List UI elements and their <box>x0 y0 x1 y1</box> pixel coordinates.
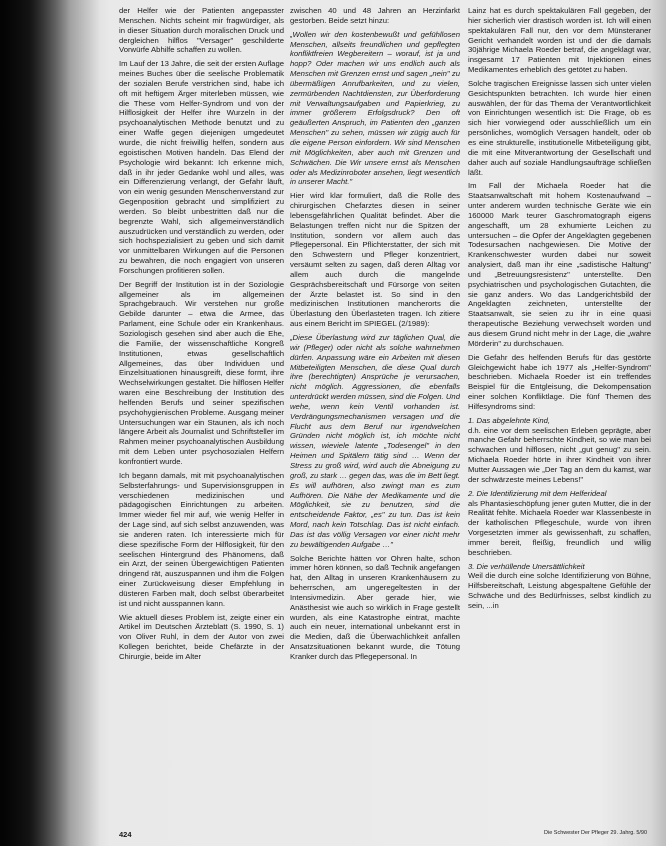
paragraph: Ich begann damals, mit mit psychoanalytischen Selbsterfahrungs- und Supervisionsgruppen in verschiedenen medizinischen und pädagogischen Einrichtungen zu arbeiten. Immer wieder fiel mir auf, wie wenig Helfer in der Lage sind, auf sich selbst anzuwenden, was sie anderen raten. Ich interessierte mich für diese spezifische Form der Hilflosigkeit, für den seelischen Hintergrund des Phänomens, daß ein Arzt, der seinen Übergewichtigen Patienten dringend rät, auszuspannen und ihm die Folgen einer Zurückweisung dieser Empfehlung in düsteren Farben malt, doch selbst überarbeitet ist und nicht ausspannen kann. <box>119 470 284 608</box>
list-item-heading: 2. Die Identifizierung mit dem Helferideal <box>468 488 607 498</box>
list-item <box>468 489 651 558</box>
text-column-middle <box>290 6 460 812</box>
paragraph: Solche Berichte hätten vor Ohren halte, schon immer hören können, so daß Technik angefangen hat, den Alltag in unseren Krankenhäusern zu beherrschen, am ungeregeltesten in der Intensivmedizin. Aber gerade hier, wie Anästhesist wie auch so wirklich in Frage gestellt wurden, als eine Katastrophe eintrat, machte auch ein neuer, international unbekannt erst in die Medien, daß die Überwachlichkeit anfallen Ansatzsituationen bekannt wurde, die Tötung Kranker durch das Pflegepersonal. In <box>290 553 460 661</box>
paragraph: Im Fall der Michaela Roeder hat die Staatsanwaltschaft mit hohem Kostenaufwand – unter anderem wurden technische Geräte wie ein 160000 Mark teurer Gaschromatograph eigens angeschafft, um 28 exhumierte Leichen zu untersuchen – die Opfer der Angeklagten gegebenen Todesursachen nachgewiesen. Die Motive der Krankenschwester wurden dabei nur soweit analysiert, daß man ihr eine „sadistische Haltung" und „Betreuungsresistenz" unterstellte. Den psychiatrischen und psychologischen Gutachten, die sie ganz anders. Wo das Landgerichtsbild der Angeklagten zeichneten, unterstellte der Staatsanwalt, sie seien zu ihr in eine quasi therapeutische Beziehung verwechselt worden und aus diesem Grund nicht mehr in der Lage, die „wahre Mörderin" zu durchschauen. <box>468 181 651 348</box>
paragraph: Der Begriff der Institution ist in der Soziologie allgemeiner als im allgemeinen Sprachgebrauch. Wir verstehen nur große Gebilde darunter – etwa die Armee, das Parlament, eine Schule oder ein Krankenhaus. Soziologisch gesehen sind aber auch die Ehe, die Familie, der wissenschaftliche Kongreß Institutionen, etwas gesellschaftlich Allgemeines, das über Individuen und Einzelsituationen hinausgreift, diese formt, ihre Wechselwirkungen gestaltet. Die hilflosen Helfer waren eine Beschreibung der Institution des helfenden Berufs und seiner spezifischen psychohygienischen Probleme. Ausgang meiner Untersuchungen war ein Staunen, als ich noch längere Arbeit als Journalist und Schriftsteller im Rahmen meiner psychoanalytischen Ausbildung mit dem Leben unter psychosozialen Helfern konfrontiert wurde. <box>119 279 284 466</box>
paragraph: Hier wird klar formuliert, daß die Rolle des chirurgischen Chefarztes diesen in seiner lebensgefährlichen Qualität befindet. Aber die Belastungen treffen nicht nur die Spitzen der Institution, sondern vor allem auch das Pflegepersonal. Ein Pflichterstatter, der sich mit den Schwestern und Pfleger konzentriert, versäumt selten zu sagen, daß deren Alltag vor allem auch durch die mangelnde Gesprächsbereitschaft und Fürsorge von seiten der Ärzte belastet ist. So sind in den medizinischen Institutionen mancherorts die Überlastung den Überlasteten tragen. Ich zitiere aus einem Bericht im SPIEGEL (2/1989): <box>290 191 460 329</box>
list-item <box>468 416 651 485</box>
paragraph: Im Lauf der 13 Jahre, die seit der ersten Auflage meines Buches über die seelische Problematik der sozialen Berufe verstrichen sind, habe ich oft mit heftigem Ärger miterleben müssen, wie die These vom Helfer-Syndrom und von der Hilflosigkeit der Helfer ihre Wurzeln in der psychoanalytischen Methode benutzt und zu einer Waffe gegen diejenigen umgedeutet wurde, die nicht freiwillig helfen, sondern aus egoistischen Motiven handeln. Das Elend der Psychologie wird bekannt: Ich erkenne mich, daß in ihr jeder Gedanke wohl und alles, was ein Differenzierung verlangt, der Gefahr läuft, von ein wenig gesunden Menschenverstand zur Gegenposition gebracht und simplifiziert zu werden. So bleibt unbestritten daß nur die begrenzte Wahl, sich allgemeinverständlich auszudrücken und verständlich zu werden, oder sich hochspezialisiert zu geben und sich damit vor unmittelbaren Wirkungen auf die Personen zu bewahren, die noch engagiert von unseren Forschungen profitieren sollen. <box>119 59 284 275</box>
text-column-left <box>119 6 284 812</box>
paragraph: Lainz hat es durch spektakulären Fall gegeben, der hier sicherlich vier drastisch worden ist. Ich will einen spektakulären Fall nur, den vor dem Münsteraner Gericht verhandelt worden ist und der die damals 30jährige Michaela Roeder betraf, die angeklagt war, insgesamt 17 Patienten mit Injektionen eines Medikamentes erheblich des getötet zu haben. <box>468 6 651 75</box>
list-item-body: d.h. eine vor dem seelischen Erleben geprägte, aber manche Gefahr beherrschte Kindheit, so wie man bei schwachen und hilflosen, nicht „gut genug" zu sein. Michaela Roeder hörte in ihrer Kindheit von ihrer Mutter Aussagen wie „Der Tag an dem du kamst, war der schwärzeste meines Lebens!" <box>468 425 651 484</box>
binding-shadow <box>0 0 100 846</box>
page-number: 424 <box>119 830 132 839</box>
list-item-heading: 3. Die verhüllende Unersättlichkeit <box>468 561 585 571</box>
paragraph: Die Gefahr des helfenden Berufs für das gestörte Gleichgewicht habe ich 1977 als „Helfer-Syndrom" beschrieben. Michaela Roeder ist ein treffendes Beispiel für die Entgleisung, die Dekompensation einer solchen Konfliktlage. Die fünf Themen des Hilfesyndroms sind: <box>468 352 651 411</box>
paragraph: Wie aktuell dieses Problem ist, zeigte einer ein Artikel im Deutschen Ärzteblatt (S. 1990, S. 1) von Oliver Ruhl, in dem der Autor von zwei Kollegen berichtet, beide Chefärzte in der Chirurgie, beide im Alter <box>119 612 284 661</box>
text-column-right <box>468 6 651 812</box>
paragraph: Solche tragischen Ereignisse lassen sich unter vielen Gesichtspunkten betrachten. Ich wurde hier einen auswählen, der für das Thema der Verantwortlichkeit von Einrichtungen wesentlich ist: Die Frage, ob es sich hier vorwiegend oder ausschließlich um ein persönliches, womöglich Versagen handelt, oder ob es eine strukturelle, institutionelle Mitbeteiligung gibt, die mit eine Mitverantwortung der Gesellschaft und daher auch auf soziale Handlungsaufträge schließen läßt. <box>468 78 651 177</box>
list-item-heading: 1. Das abgelehnte Kind, <box>468 415 551 425</box>
paragraph: zwischen 40 und 48 Jahren an Herzinfarkt gestorben. Beide setzt hinzu: <box>290 6 460 25</box>
list-item-body: Weil die durch eine solche Identifizierung von Bühne, Hilfsbereitschaft, Leistung abgespaltene Gefühle der Schwäche und des Bedürfnisses, selbst kindlich zu sein, ...in <box>468 571 651 610</box>
quote-block: „Wollen wir den kostenbewußt und gefühllosen Menschen, allseits freundlichen und gepflegten konfliktfreien Wegbereitern – worauf, ist ja und hopp? Oder machen wir uns endlich auch als Menschen mit Grenzen ernst und sagen „nein" zu übermäßigen Anrufbarkeiten, und zu vielen, zermürbenden Nachtdiensten, zur Überforderung mit Verwaltungsaufgaben und Papierkrieg, zu immer größerem Erfolgsdruck? Den oft geäußerten Anspruch, im Patienten den „ganzen Menschen" zu sehen, müssen wir zügig auch für die eigene Person einfordern. Wir sind Menschen mit Möglichkeiten, aber auch mit Grenzen und Schwächen. Die Wir unsere ernst als Menschen oder als Medizinroboter ansehen, liegt wesentlich in unserer Macht." <box>290 29 460 187</box>
journal-footer: Die Schwester Der Pfleger 29. Jahrg. 5/90 <box>544 830 648 836</box>
list-item-body: als Phantasieschöpfung jener guten Mutter, die in der Realität fehlte. Michaela Roeder war Klassenbeste in der katholischen Pflegeschule, wurde von ihren Vorgesetzten immer als gewissenhaft, zu schaffen, immer bereit, fleißig, freundlich und willig beschrieben. <box>468 498 651 557</box>
quote-block: „Diese Überlastung wird zur täglichen Qual, die wir (Pfleger) oder nicht als solche wahrnehmen dürfen. Anpassung wäre ein Arbeiten mit diesen Mitbeteiligten Menschen, die diese Qual durch ihre (berechtigten) Ansprüche je verursachen, nicht möglich. Aggressionen, die ebenfalls unterdrückt werden müssen, sind die Folgen. Und wehe, wenn kein Ventil vorhanden ist. Verdrängungsmechanismen versagen und die Flucht aus dem Beruf nur irgendwelchen Gründen nicht möglich ist, ich möchte nicht wissen, wieviele latente „Todesengel" in den Heimen und Spitälern tätig sind … Wenn der Stress zu groß wird, wird auch die Abneigung zu groß, zu stark … gegen das, was die im Bett liegt. Es will aufhören, also zwingt man es zum Aufhören. Die Nähe der Medikamente und die Möglichkeit, sie zu benutzen, sind die entscheidende Faktor, „es" zu tun. Das ist kein Mord, nach kein Totschlag. Das ist nicht einfach. Das ist das völlig Versagen vor einer nicht mehr zu bewältigenden Aufgabe …" <box>290 333 460 549</box>
list-item <box>468 562 651 611</box>
paragraph: der Helfer wie der Patienten angepasster Menschen. Nichts scheint mir fragwürdiger, als in dieser Situation durch moralischen Druck und dergleichen hilflos "Versager" geschilderte Vorwürfe Abhilfe schaffen zu wollen. <box>119 6 284 55</box>
